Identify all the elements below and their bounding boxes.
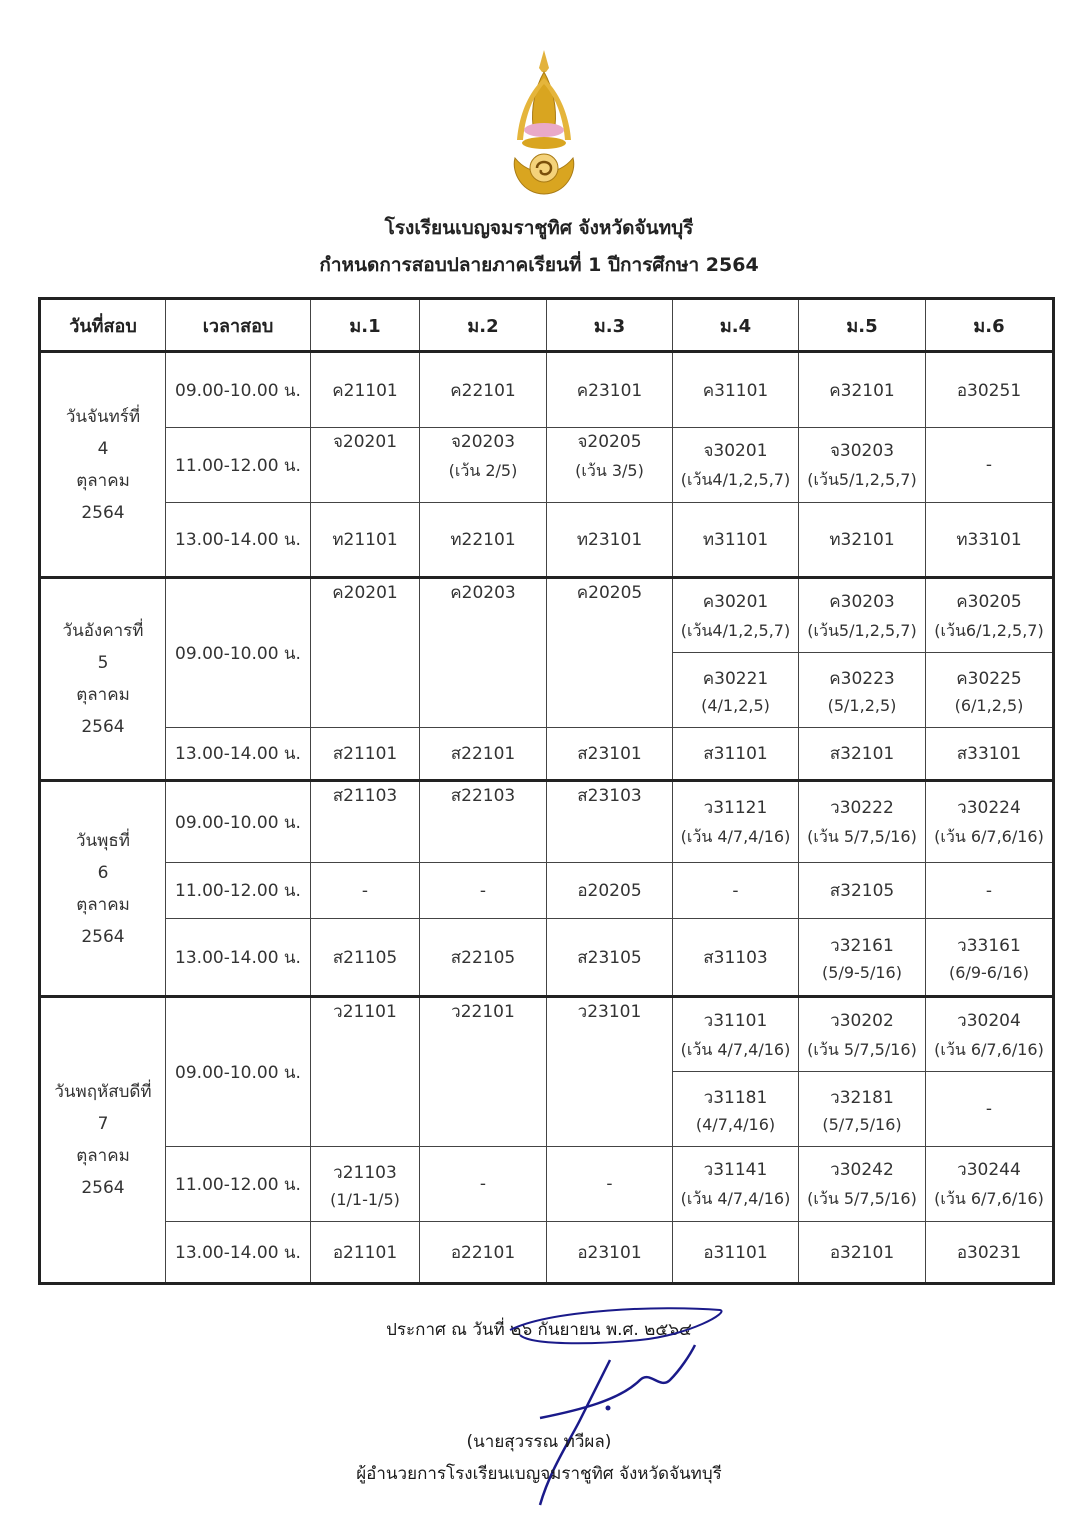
subject-cell: ค22101 [420, 352, 547, 428]
subject-note: (เว้น4/1,2,5,7) [680, 470, 791, 489]
subject-cell: - [673, 863, 799, 919]
school-emblem-icon [505, 48, 583, 198]
column-header-m5: ม.5 [799, 299, 926, 352]
day-name: วันพฤหัสบดีที่ [54, 1082, 152, 1102]
table-row [40, 919, 1054, 997]
subject-cell [799, 919, 926, 997]
signature-block [0, 1300, 1078, 1518]
subject-cell: ท33101 [926, 503, 1054, 578]
table-row [40, 578, 1054, 653]
subject-note: (เว้น 5/7,5/16) [807, 827, 917, 846]
subject-cell: ค23101 [547, 352, 673, 428]
subject-cell: ส32105 [799, 863, 926, 919]
subject-note: (เว้น5/1,2,5,7) [807, 620, 917, 640]
subject-code: จ20201 [332, 432, 398, 452]
subject-cell: อ21101 [311, 1222, 420, 1284]
subject-cell [311, 428, 420, 503]
subject-note: (เว้น 6/7,6/16) [934, 1189, 1044, 1208]
subject-note: (เว้น 4/7,4/16) [680, 1189, 791, 1208]
time-cell: 13.00-14.00 น. [166, 919, 311, 997]
table-row [40, 997, 1054, 1072]
day-number: 6 [97, 862, 109, 883]
day-year: 2564 [81, 1178, 125, 1198]
subject-cell: ท22101 [420, 503, 547, 578]
subject-code: ว30224 [957, 798, 1021, 818]
subject-code: ว21103 [333, 1163, 397, 1183]
exam-schedule-table [38, 297, 1055, 1285]
subject-cell: ส31101 [673, 728, 799, 781]
time-cell: 09.00-10.00 น. [166, 352, 311, 428]
subject-code: ว30202 [830, 1010, 894, 1031]
subject-cell: ท32101 [799, 503, 926, 578]
subject-cell [799, 1147, 926, 1222]
subject-code: ค30223 [829, 669, 895, 689]
subject-cell [799, 653, 926, 728]
subject-note: (เว้น4/1,2,5,7) [680, 620, 791, 640]
subject-code: ว31121 [703, 798, 768, 818]
column-header-m4: ม.4 [673, 299, 799, 352]
subject-cell [926, 781, 1054, 863]
time-cell: 09.00-10.00 น. [166, 578, 311, 728]
subject-cell: ค20203 [420, 578, 547, 728]
day-name: วันจันทร์ที่ [65, 406, 141, 427]
subject-cell: ท23101 [547, 503, 673, 578]
exam-schedule-subtitle: กำหนดการสอบปลายภาคเรียนที่ 1 ปีการศึกษา 2564 [319, 254, 759, 276]
subject-code: จ30203 [829, 441, 895, 461]
table-row [40, 503, 1054, 578]
subject-note: (เว้น 2/5) [448, 461, 518, 480]
school-title: โรงเรียนเบญจมราชูทิศ จังหวัดจันทบุรี [384, 217, 694, 239]
time-cell: 13.00-14.00 น. [166, 728, 311, 781]
subject-cell: ว22101 [420, 997, 547, 1147]
subject-cell [547, 428, 673, 503]
subject-cell: ว21101 [311, 997, 420, 1147]
subject-code: ค30201 [702, 591, 769, 612]
day-number: 4 [97, 438, 109, 459]
subject-cell: ค31101 [673, 352, 799, 428]
subject-code: ว31141 [703, 1160, 768, 1180]
subject-note: (เว้น 5/7,5/16) [807, 1189, 917, 1208]
subject-cell [673, 428, 799, 503]
subject-cell [673, 1072, 799, 1147]
column-header-m6: ม.6 [926, 299, 1054, 352]
subject-cell [673, 997, 799, 1072]
subject-code: ว33161 [957, 936, 1021, 956]
subject-code: ค30221 [702, 669, 769, 689]
day-year: 2564 [81, 502, 125, 523]
day-number: 5 [97, 653, 109, 673]
day-cell-tuesday [40, 578, 166, 781]
subject-cell: ส22103 [420, 781, 547, 863]
signer-position: ผู้อำนวยการโรงเรียนเบญจมราชูทิศ จังหวัดจันทบุรี [356, 1464, 722, 1484]
subject-cell [420, 428, 547, 503]
time-cell: 11.00-12.00 น. [166, 863, 311, 919]
subject-cell [799, 781, 926, 863]
subject-note: (5/1,2,5) [827, 696, 897, 715]
subject-note: (4/1,2,5) [701, 696, 770, 715]
subject-cell: ส33101 [926, 728, 1054, 781]
subject-code: ว30204 [957, 1010, 1021, 1031]
subject-cell: - [926, 428, 1054, 503]
subject-cell: ท31101 [673, 503, 799, 578]
subject-note: (เว้น 3/5) [575, 461, 644, 480]
table-row [40, 428, 1054, 503]
table-row [40, 1222, 1054, 1284]
subject-code: ว32161 [830, 936, 894, 956]
subject-cell [926, 919, 1054, 997]
subject-cell: - [926, 1072, 1054, 1147]
subject-code: ว30242 [830, 1160, 894, 1180]
subject-note: (1/1-1/5) [330, 1190, 400, 1209]
subject-code: ว30222 [830, 798, 894, 818]
day-month: ตุลาคม [76, 894, 130, 915]
subject-cell: ส22105 [420, 919, 547, 997]
day-month: ตุลาคม [76, 1146, 130, 1166]
subject-note: (เว้น 4/7,4/16) [680, 1039, 791, 1059]
subject-code: ว31181 [703, 1088, 768, 1108]
subject-code: ว30244 [957, 1160, 1021, 1180]
subject-cell: อ23101 [547, 1222, 673, 1284]
subject-code: จ30201 [703, 441, 768, 461]
subject-cell: - [420, 863, 547, 919]
column-header-time: เวลาสอบ [166, 299, 311, 352]
subject-code: ค30205 [956, 591, 1022, 612]
subject-note: (เว้น 6/7,6/16) [934, 827, 1044, 846]
subject-cell: ว23101 [547, 997, 673, 1147]
table-row [40, 781, 1054, 863]
subject-cell: ส23103 [547, 781, 673, 863]
subject-cell [311, 1147, 420, 1222]
column-header-m2: ม.2 [420, 299, 547, 352]
subject-cell: อ30251 [926, 352, 1054, 428]
subject-note: (4/7,4/16) [695, 1115, 776, 1134]
subject-code: ค30225 [956, 669, 1022, 689]
subject-code: จ20205 [577, 432, 642, 452]
day-name: วันพุธที่ [76, 830, 130, 851]
time-cell: 09.00-10.00 น. [166, 997, 311, 1147]
subject-cell: ค21101 [311, 352, 420, 428]
day-year: 2564 [81, 717, 125, 737]
subject-note: (5/7,5/16) [822, 1115, 902, 1134]
subject-cell [673, 653, 799, 728]
subject-cell [926, 578, 1054, 653]
table-header-row [40, 299, 1054, 352]
subject-cell: - [420, 1147, 547, 1222]
subject-cell [926, 1147, 1054, 1222]
subject-cell: ส21103 [311, 781, 420, 863]
subject-cell: ส23105 [547, 919, 673, 997]
subject-cell [926, 997, 1054, 1072]
table-row [40, 728, 1054, 781]
column-header-m1: ม.1 [311, 299, 420, 352]
subject-cell: ท21101 [311, 503, 420, 578]
day-year: 2564 [81, 926, 125, 947]
subject-code: ค30203 [829, 591, 895, 612]
table-row [40, 352, 1054, 428]
subject-cell [799, 997, 926, 1072]
subject-note: (6/1,2,5) [954, 696, 1024, 715]
table-row [40, 863, 1054, 919]
column-header-m3: ม.3 [547, 299, 673, 352]
subject-cell: ส21101 [311, 728, 420, 781]
column-header-date: วันที่สอบ [40, 299, 166, 352]
subject-cell: - [926, 863, 1054, 919]
time-cell: 11.00-12.00 น. [166, 428, 311, 503]
subject-cell: ส32101 [799, 728, 926, 781]
time-cell: 13.00-14.00 น. [166, 503, 311, 578]
subject-cell [799, 578, 926, 653]
day-cell-wednesday [40, 781, 166, 997]
subject-cell: อ31101 [673, 1222, 799, 1284]
subject-note: (5/9-5/16) [822, 963, 902, 982]
time-cell: 13.00-14.00 น. [166, 1222, 311, 1284]
subject-note: (เว้น5/1,2,5,7) [807, 470, 917, 489]
subject-code: จ20203 [450, 432, 516, 452]
subject-cell: ค32101 [799, 352, 926, 428]
subject-cell: ส22101 [420, 728, 547, 781]
subject-cell: - [547, 1147, 673, 1222]
subject-cell: อ32101 [799, 1222, 926, 1284]
subject-cell [799, 428, 926, 503]
subject-cell [673, 1147, 799, 1222]
subject-cell [799, 1072, 926, 1147]
day-cell-monday [40, 352, 166, 578]
subject-cell: อ20205 [547, 863, 673, 919]
time-cell: 11.00-12.00 น. [166, 1147, 311, 1222]
subject-cell: ส31103 [673, 919, 799, 997]
time-cell: 09.00-10.00 น. [166, 781, 311, 863]
table-row [40, 1147, 1054, 1222]
subject-cell: ส23101 [547, 728, 673, 781]
subject-cell [673, 578, 799, 653]
subject-cell: ค20205 [547, 578, 673, 728]
subject-note: (เว้น 6/7,6/16) [934, 1039, 1044, 1059]
subject-cell: - [311, 863, 420, 919]
signer-name: (นายสุวรรณ ทวีผล) [466, 1432, 612, 1452]
subject-note: (เว้น6/1,2,5,7) [934, 620, 1044, 640]
subject-note: (เว้น 5/7,5/16) [807, 1039, 917, 1059]
subject-code: ว31101 [703, 1010, 768, 1031]
day-month: ตุลาคม [76, 685, 130, 705]
day-name: วันอังคารที่ [62, 621, 144, 641]
subject-cell: ค20201 [311, 578, 420, 728]
subject-code: ว32181 [830, 1088, 894, 1108]
day-cell-thursday [40, 997, 166, 1284]
subject-cell [673, 781, 799, 863]
day-month: ตุลาคม [76, 470, 130, 491]
subject-cell: อ22101 [420, 1222, 547, 1284]
subject-cell: อ30231 [926, 1222, 1054, 1284]
subject-note: (เว้น 4/7,4/16) [680, 827, 791, 846]
subject-note: (6/9-6/16) [949, 963, 1029, 982]
announce-date: ประกาศ ณ วันที่ ๒๖ กันยายน พ.ศ. ๒๕๖๔ [386, 1320, 692, 1340]
subject-cell: ส21105 [311, 919, 420, 997]
day-number: 7 [97, 1114, 109, 1134]
subject-cell [926, 653, 1054, 728]
